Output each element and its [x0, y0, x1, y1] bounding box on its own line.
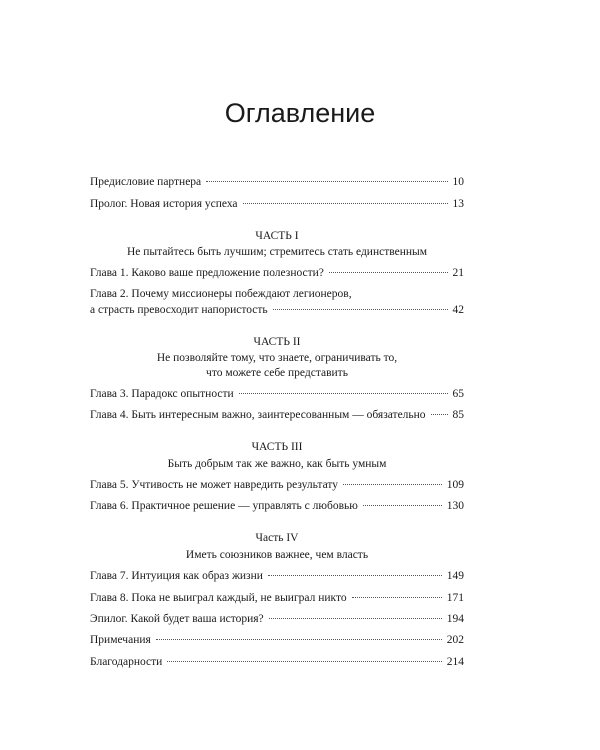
toc-entry-page: 13 — [452, 198, 464, 210]
part-subtitle: Иметь союзников важнее, чем власть — [185, 549, 369, 561]
dot-leader — [167, 661, 441, 662]
part-heading: ЧАСТЬ II — [253, 336, 301, 348]
toc-entry-epilogue[interactable] — [90, 612, 464, 627]
toc-entry-notes[interactable] — [90, 633, 464, 648]
part-subtitle: Быть добрым так же важно, как быть умным — [167, 458, 387, 470]
dot-leader — [156, 639, 442, 640]
dot-leader — [352, 597, 442, 598]
toc-entry-label: Глава 8. Пока не выиграл каждый, не выиграл никто — [90, 592, 347, 604]
toc-entry-chapter-5[interactable] — [90, 478, 464, 493]
toc-entry-chapter-2[interactable] — [90, 303, 464, 318]
toc-entry-chapter-7[interactable] — [90, 569, 464, 584]
toc-entry-label: Примечания — [90, 634, 151, 646]
toc-entry-label: Глава 3. Парадокс опытности — [90, 388, 234, 400]
toc-entry-page: 149 — [446, 570, 464, 582]
dot-leader — [269, 618, 442, 619]
part-subtitle: Не пытайтесь быть лучшим; стремитесь стать единственным — [126, 246, 428, 258]
page-title: Оглавление — [224, 98, 376, 128]
toc-entry-chapter-6[interactable] — [90, 499, 464, 514]
toc-entry-label: Глава 4. Быть интересным важно, заинтересованным — обязательно — [90, 409, 426, 421]
dot-leader — [273, 309, 448, 310]
part-heading: ЧАСТЬ I — [255, 230, 299, 242]
toc-entry-page: 85 — [452, 409, 464, 421]
toc-entry-label: Пролог. Новая история успеха — [90, 198, 238, 210]
toc-entry-preface[interactable] — [90, 175, 464, 190]
toc-entry-chapter-8[interactable] — [90, 591, 464, 606]
toc-entry-label: Глава 5. Учтивость не может навредить результату — [90, 479, 339, 491]
dot-leader — [239, 393, 448, 394]
part-heading: ЧАСТЬ III — [251, 441, 303, 453]
part-subtitle: Не позволяйте тому, что знаете, ограничивать то, — [156, 352, 398, 364]
part-subtitle: что можете себе представить — [206, 367, 348, 379]
toc-entry-acknowledgements[interactable] — [90, 655, 464, 670]
toc-entry-label: а страсть превосходит напористость — [90, 304, 268, 316]
toc-entry-page: 109 — [446, 479, 464, 491]
toc-entry-page: 194 — [446, 613, 464, 625]
dot-leader — [243, 203, 448, 204]
dot-leader — [431, 414, 448, 415]
toc-entry-chapter-4[interactable] — [90, 408, 464, 423]
toc-entry-chapter-1[interactable] — [90, 266, 464, 281]
toc-entry-page: 202 — [446, 634, 464, 646]
dot-leader — [268, 575, 442, 576]
toc-entry-page: 42 — [452, 304, 464, 316]
toc-entry-page: 130 — [446, 500, 464, 512]
dot-leader — [363, 505, 442, 506]
toc-entry-chapter-3[interactable] — [90, 387, 464, 402]
toc-entry-label: Глава 7. Интуиция как образ жизни — [90, 570, 263, 582]
toc-entry-label: Глава 1. Каково ваше предложение полезности? — [90, 267, 324, 279]
toc-entry-page: 21 — [452, 267, 464, 279]
toc-entry-label: Предисловие партнера — [90, 176, 202, 188]
dot-leader — [329, 272, 448, 273]
toc-entry-chapter-2-line1[interactable]: Глава 2. Почему миссионеры побеждают легионеров, — [90, 288, 352, 300]
toc-entry-label: Глава 6. Практичное решение — управлять с любовью — [90, 500, 358, 512]
toc-entry-prologue[interactable] — [90, 197, 464, 212]
table-of-contents — [90, 0, 464, 750]
toc-entry-label: Эпилог. Какой будет ваша история? — [90, 613, 264, 625]
part-heading: Часть IV — [255, 532, 299, 544]
toc-entry-page: 171 — [446, 592, 464, 604]
toc-entry-page: 10 — [452, 176, 464, 188]
toc-entry-label: Благодарности — [90, 656, 163, 668]
toc-entry-page: 65 — [452, 388, 464, 400]
toc-entry-page: 214 — [446, 656, 464, 668]
dot-leader — [343, 484, 442, 485]
dot-leader — [206, 181, 447, 182]
